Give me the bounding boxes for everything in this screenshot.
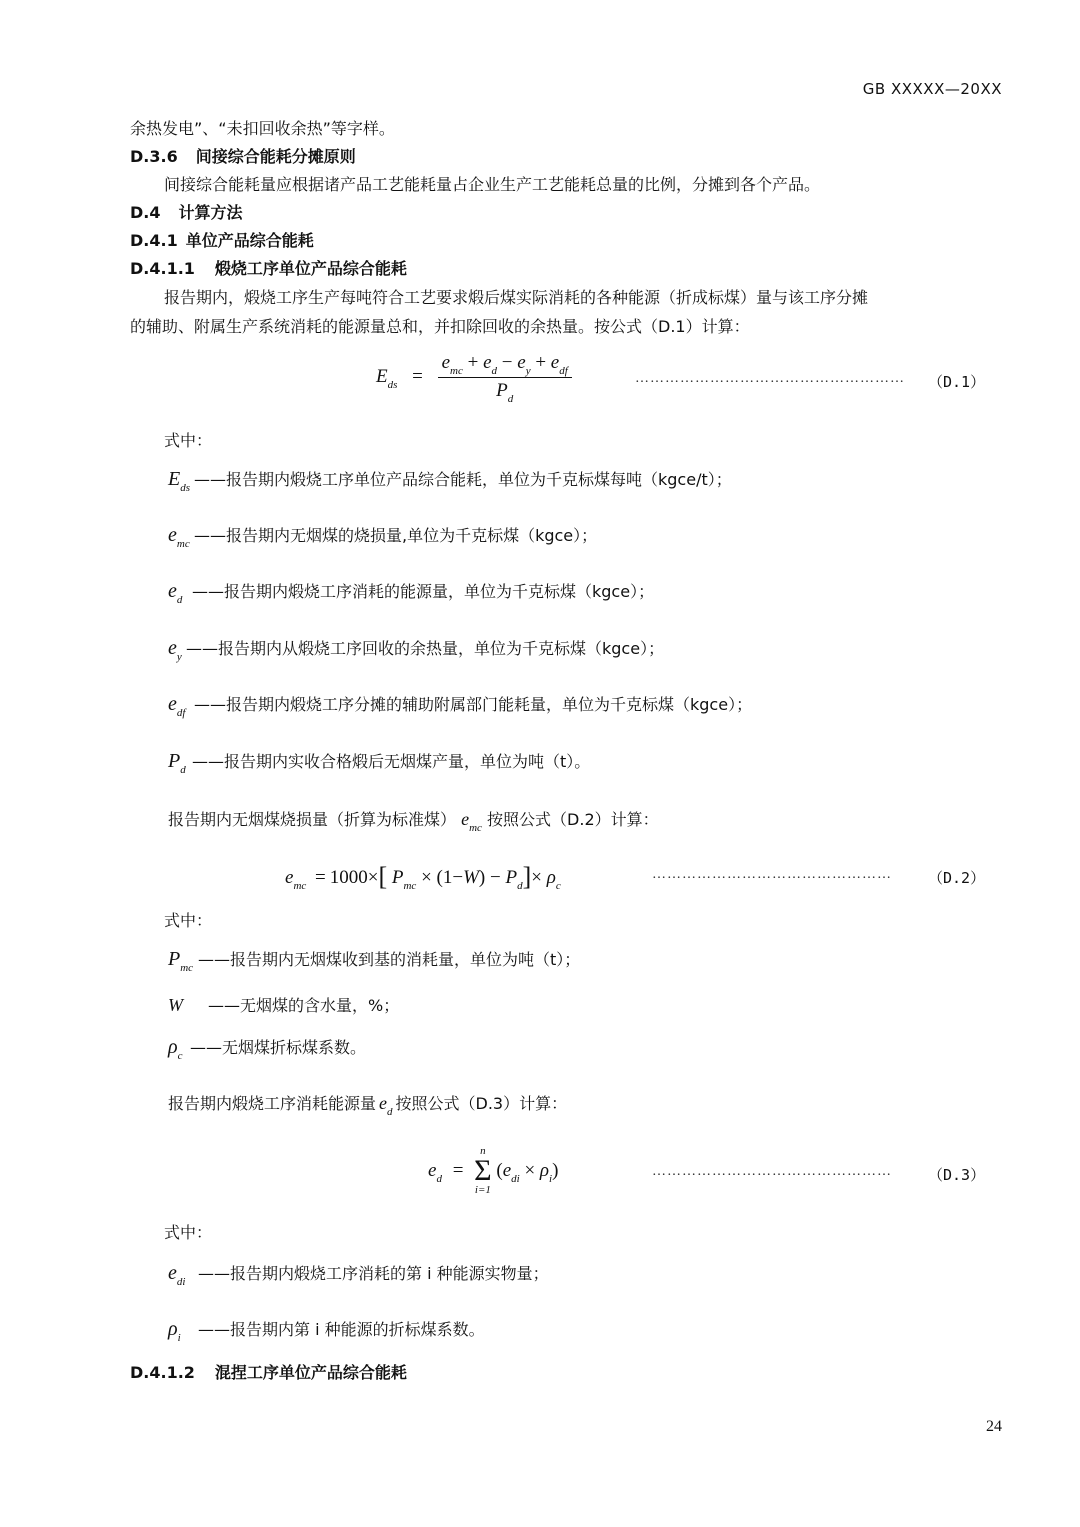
continued-line: 余热发电”、“未扣回收余热”等字样。: [130, 119, 395, 138]
equation-number: （D.1）: [928, 373, 986, 391]
symbol: $e_y$: [168, 637, 182, 663]
heading-d412: [130, 1362, 407, 1384]
heading-number: D.4.1: [130, 231, 178, 250]
paragraph-line: 的辅助、附属生产系统消耗的能源量总和，并扣除回收的余热量。按公式（D.1）计算：: [130, 317, 750, 336]
equation-d1: $E_{ds}$ = $\frac{e_{mc} + e_d - e_y + e_{df}}{P_d}$: [376, 352, 572, 402]
equation-d2: $e_{mc} = 1000\times$[ $P_{mc} \times (1-W) - P_d]\times \rho_c$: [285, 862, 561, 892]
definition-rhoc: [168, 1036, 366, 1061]
definition-text: ——报告期内煅烧工序消耗的能源量，单位为千克标煤（kgce）；: [192, 582, 655, 601]
definition-Eds: [168, 468, 732, 493]
symbol: W: [168, 995, 183, 1015]
summation: n Σ i=1: [474, 1145, 492, 1196]
definition-rhoi: [168, 1318, 485, 1343]
symbol: $P_{mc}$: [168, 948, 194, 974]
heading-number: D.4: [130, 203, 161, 222]
intro-text: 报告期内无烟煤烧损量（折算为标准煤）: [168, 810, 457, 829]
definition-text: ——报告期内煅烧工序消耗的第 i 种能源实物量；: [198, 1264, 549, 1283]
constant: 1000: [329, 867, 368, 888]
definition-edf: [168, 693, 752, 718]
symbol: $e_{mc}$: [461, 809, 482, 834]
definition-W: [168, 994, 399, 1017]
definition-ey: [168, 637, 664, 662]
leader-dots: …………………………………………: [652, 867, 892, 882]
heading-title: 混捏工序单位产品综合能耗: [214, 1363, 407, 1382]
intro-text: 按照公式（D.2）计算：: [487, 810, 659, 829]
definition-text: ——无烟煤折标煤系数。: [190, 1038, 367, 1057]
sum-upper: n: [480, 1145, 486, 1157]
definition-text: ——报告期内煅烧工序单位产品综合能耗，单位为千克标煤每吨（kgce/t）；: [194, 470, 732, 489]
paragraph-line: [168, 808, 659, 833]
standard-code: GB XXXXX—20XX: [862, 80, 1002, 98]
where-label: 式中：: [164, 911, 213, 930]
heading-d411: [130, 258, 407, 280]
heading-number: D.3.6: [130, 147, 178, 166]
page-number: 24: [986, 1418, 1002, 1435]
where-label: 式中：: [164, 431, 213, 450]
definition-text: ——无烟煤的含水量，%；: [208, 996, 400, 1015]
equation-d3: $e_d$ = n Σ i=1 $(e_{di} \times \rho_i)$: [428, 1145, 559, 1196]
definition-text: ——报告期内无烟煤的烧损量,单位为千克标煤（kgce）；: [194, 526, 598, 545]
definition-emc: [168, 524, 597, 549]
where-label: 式中：: [164, 1223, 213, 1242]
heading-d41: [130, 230, 314, 252]
definition-text: ——报告期内从煅烧工序回收的余热量，单位为千克标煤（kgce）；: [186, 639, 665, 658]
symbol: $e_{mc}$: [168, 524, 190, 550]
sum-lower: i=1: [474, 1184, 491, 1196]
heading-title: 间接综合能耗分摊原则: [195, 147, 356, 166]
definition-edi: [168, 1262, 549, 1287]
heading-d4: [130, 202, 243, 224]
equation-number: （D.2）: [928, 869, 986, 887]
heading-number: D.4.1.1: [130, 259, 195, 278]
symbol: $e_d$: [168, 580, 183, 606]
symbol: $\rho_c$: [168, 1036, 183, 1062]
symbol: $e_{df}$: [168, 693, 186, 719]
paragraph-d36: 间接综合能耗量应根据诸产品工艺能耗量占企业生产工艺能耗总量的比例，分摊到各个产品。: [164, 175, 821, 194]
symbol: $e_d$: [379, 1093, 393, 1118]
heading-title: 单位产品综合能耗: [185, 231, 314, 250]
definition-text: ——报告期内无烟煤收到基的消耗量，单位为吨（t）；: [198, 950, 581, 969]
definition-text: ——报告期内第 i 种能源的折标煤系数。: [198, 1320, 485, 1339]
leader-dots: ………………………………………………: [635, 371, 905, 386]
definition-Pd: [168, 750, 590, 775]
intro-text: 按照公式（D.3）计算：: [395, 1094, 568, 1113]
symbol: $\rho_i$: [168, 1318, 181, 1344]
heading-title: 煅烧工序单位产品综合能耗: [214, 259, 407, 278]
heading-number: D.4.1.2: [130, 1363, 195, 1382]
paragraph-line: 报告期内，煅烧工序生产每吨符合工艺要求煅后煤实际消耗的各种能源（折成标煤）量与该工序分摊: [164, 288, 869, 307]
intro-text: 报告期内煅烧工序消耗能源量: [168, 1094, 377, 1113]
heading-d36: [130, 146, 356, 168]
leader-dots: …………………………………………: [652, 1164, 892, 1179]
definition-text: ——报告期内煅烧工序分摊的辅助附属部门能耗量，单位为千克标煤（kgce）；: [194, 695, 753, 714]
symbol: $E_{ds}$: [168, 468, 190, 494]
heading-title: 计算方法: [178, 203, 243, 222]
paragraph-line: [168, 1092, 567, 1117]
symbol: $e_{di}$: [168, 1262, 186, 1288]
definition-ed: [168, 580, 654, 605]
fraction: $\frac{e_{mc} + e_d - e_y + e_{df}}{P_d}$: [438, 352, 572, 402]
equation-number: （D.3）: [928, 1166, 986, 1184]
definition-text: ——报告期内实收合格煅后无烟煤产量，单位为吨（t）。: [192, 752, 591, 771]
definition-Pmc: [168, 948, 580, 973]
symbol: $P_d$: [168, 750, 186, 776]
